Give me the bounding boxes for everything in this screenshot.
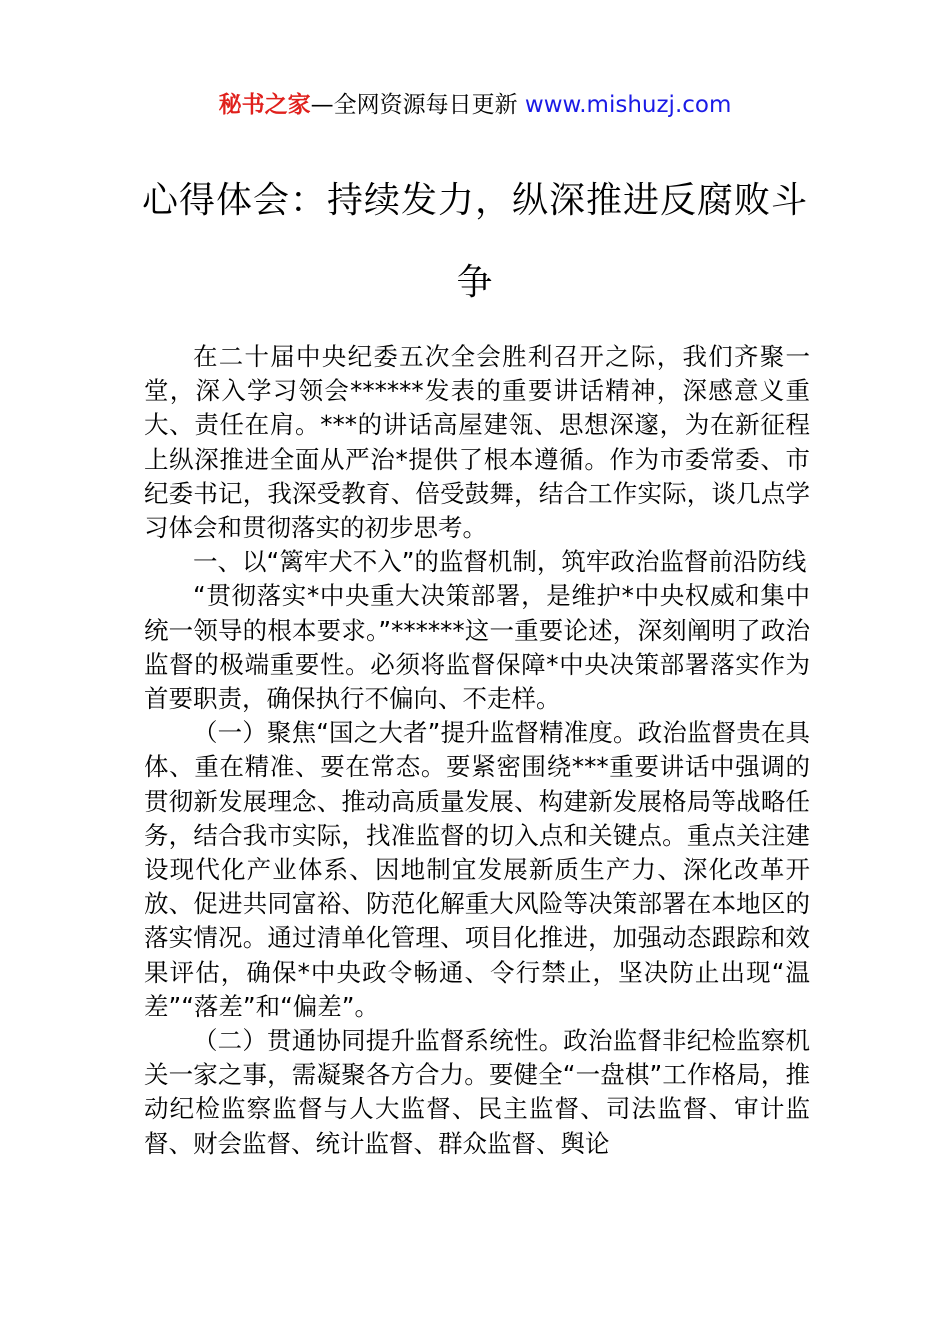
site-url-link[interactable]: www.mishuzj.com [524,92,732,118]
site-brand: 秘书之家 [218,92,311,118]
paragraph-intro: 在二十届中央纪委五次全会胜利召开之际，我们齐聚一堂，深入学习领会******发表的重要讲话精神，深感意义重大、责任在肩。***的讲话高屋建瓴、思想深邃，为在新征程上纵深推进全面从严治*提供了根本遵循。作为市委常委、市纪委书记，我深受教育、倍受鼓舞，结合工作实际，谈几点学习体会和贯彻落实的初步思考。 [144,342,810,543]
section-heading-1: 一、以“篱牢犬不入”的监督机制，筑牢政治监督前沿防线 [193,547,807,577]
document-body [144,340,810,1161]
paragraph-point-2: （二）贯通协同提升监督系统性。政治监督非纪检监察机关一家之事，需凝聚各方合力。要健全“一盘棋”工作格局，推动纪检监察监督与人大监督、民主监督、司法监督、审计监督、财会监督、统计监督、群众监督、舆论 [144,1026,810,1158]
document-title: 心得体会：持续发力，纵深推进反腐败斗争 [141,180,808,303]
paragraph-point-1: （一）聚焦“国之大者”提升监督精准度。政治监督贵在具体、重在精准、要在常态。要紧密围绕***重要讲话中强调的贯彻新发展理念、推动高质量发展、构建新发展格局等战略任务，结合我市实际，找准监督的切入点和关键点。重点关注建设现代化产业体系、因地制宜发展新质生产力、深化改革开放、促进共同富裕、防范化解重大风险等决策部署在本地区的落实情况。通过清单化管理、项目化推进，加强动态跟踪和效果评估，确保*中央政令畅通、令行禁止，坚决防止出现“温差”“落差”和“偏差”。 [144,718,810,1021]
site-header [0,88,950,122]
site-slogan: —全网资源每日更新 [310,92,525,118]
paragraph-quote: “贯彻落实*中央重大决策部署，是维护*中央权威和集中统一领导的根本要求。”******这一重要论述，深刻阐明了政治监督的极端重要性。必须将监督保障*中央决策部署落实作为首要职责，确保执行不偏向、不走样。 [144,581,810,714]
